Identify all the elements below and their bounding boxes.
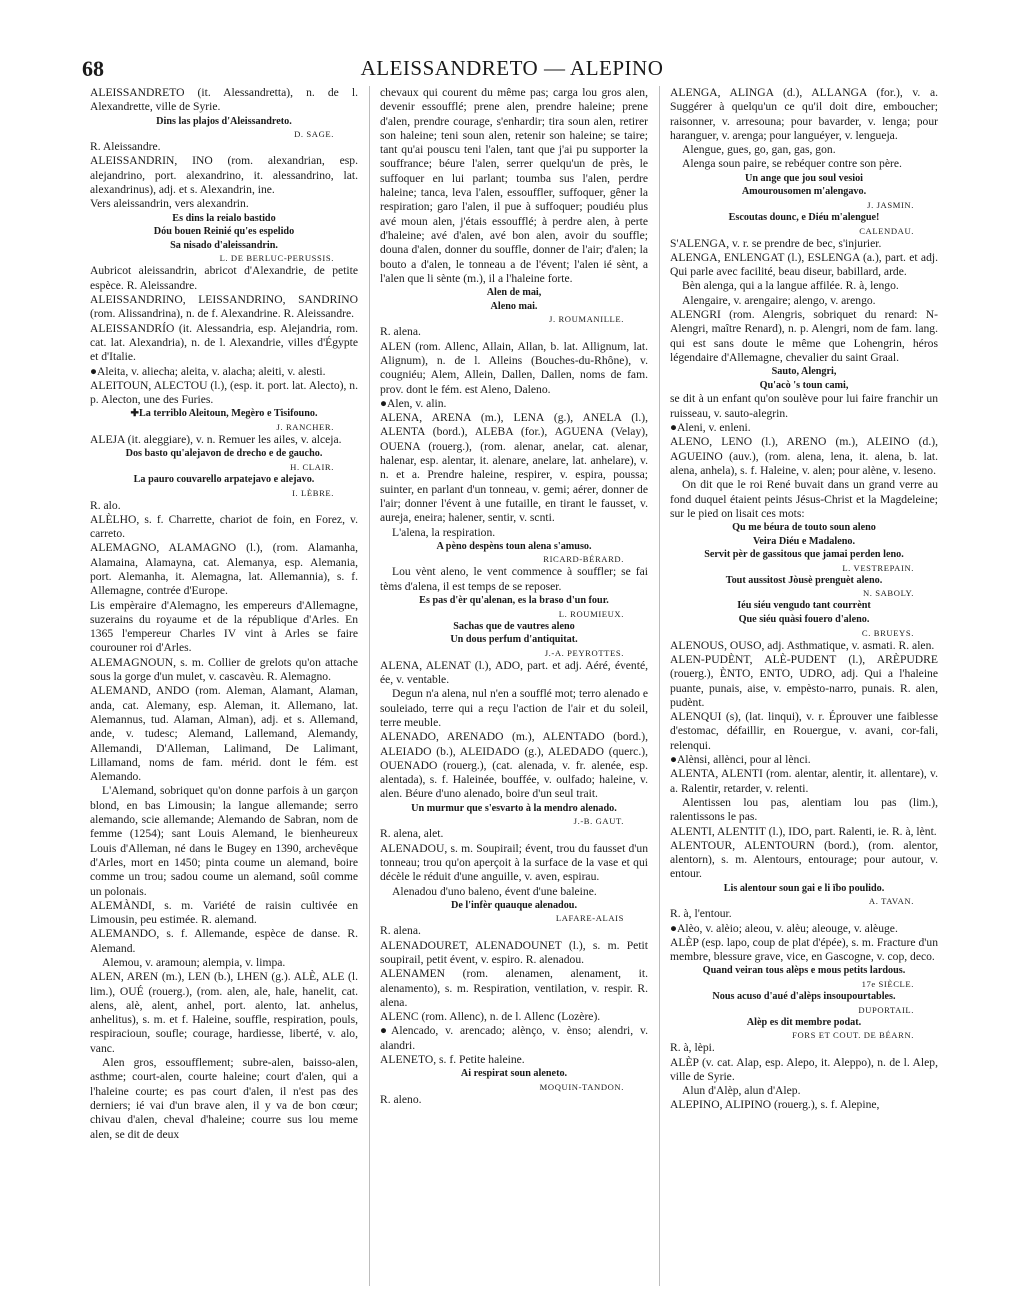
- quotation-verse: ✚La terriblo Aleitoun, Megèro e Tisifouno.: [130, 408, 318, 420]
- entry-paragraph: Alenga soun paire, se rebéquer contre son père.: [682, 157, 902, 171]
- quotation-verse: Qu'acò 's toun cami,: [759, 379, 849, 391]
- dictionary-entry: ALEPINO, ALIPINO (rouerg.), s. f. Alepine,: [670, 1098, 880, 1112]
- quotation-attribution: L. DE BERLUC-PERUSSIS.: [219, 253, 334, 264]
- dictionary-entry: ALENADO, ARENADO (m.), ALENTADO (bord.), ALEIADO (b.), ALEIDADO (g.), ALEDADO (querc.), OUENADO (rouerg.), (cat. alenada, v. fr. alenée, esp. alentada), s. f. Haleinée, bouffée, v. oulfado; haleine, v. alen. Béure d'uno alenado, boire d'un seul trait.: [380, 730, 648, 801]
- dictionary-entry: chevaux qui courent du même pas; carga lou gros alen, devenir essoufflé; prene alen, prendre haleine; prene d'alen, prendre courage, s'enhardir; tira soun alen, retirer son haleine; teni soun alen, retenir son haleine; se taire; tant qu'ai pouscu teni l'alen, tant que j'ai pu supporter la souffrance; béure l'alen, serrer quelqu'un de près, le suffoquer en lui parlant; toumba sus l'alen, perdre haleine; tanca, leva l'alen, essouffler, suffoquer, gêner la respiration; garo l'alen, il pue à suffoquer; poudiéu plus avé moun alen, j'étais essoufflé; à perdre alen, à perte d'haleine; avé d'alen, avé bon alen, avoir du souffle; douna d'alen, donner du souffle, donner de l'air; d'alen; la bouto a d'alen, le tonneau a de l'évent; l'alen ié sènt, a l'alen que li sènte (m.), il a l'haleine forte.: [380, 86, 648, 285]
- dictionary-entry: ●Aleita, v. aliecha; aleita, v. alacha; aleiti, v. alesti.: [90, 364, 326, 378]
- quotation-attribution: J. JASMIN.: [867, 199, 914, 210]
- quotation-verse: Dins las plajos d'Aleissandreto.: [156, 115, 292, 127]
- dictionary-entry: Aubricot aleissandrin, abricot d'Alexandrie, de petite espèce. R. Aleissandre.: [90, 264, 358, 292]
- dictionary-entry: ALEISSANDRETO (it. Alessandretta), n. de l. Alexandrette, ville de Syrie.: [90, 86, 358, 114]
- dictionary-entry: ●Alen, v. alin.: [380, 396, 447, 410]
- running-title: ALEISSANDRETO — ALEPINO: [360, 56, 664, 80]
- quotation-verse: Sa nisado d'aleissandrin.: [170, 239, 278, 251]
- quotation-attribution: I. LÈBRE.: [292, 487, 334, 498]
- quotation-attribution: LAFARE-ALAIS: [555, 913, 624, 924]
- dictionary-entry: ALENAMEN (rom. alenamen, alenament, it. alenamento), s. m. Respiration, ventilation, v. respir. R. alena.: [380, 967, 648, 1009]
- entry-paragraph: L'Alemand, sobriquet qu'on donne parfois à un garçon blond, en bas Limousin; la langue allemande; serro alemando, scie allemande; Alemando de Sabran, nom de femme (1254); sant Louis Alemand, le bienheureux Louis d'Alleman, né dans le Bugey en 1390, archevêque d'Arles, mort en 1450; pinta coume un alemand, boire comme un trou; sadou coume un alemand, soûl comme un polonais.: [90, 784, 358, 898]
- column-left: [90, 86, 358, 1286]
- dictionary-entry: ALEN, AREN (m.), LEN (b.), LHEN (g.). ALÈ, ALE (l. lim.), OUÉ (rouerg.), (rom. alen, ale, hale, hanelit, cat. alens, alè, alent, anhel, port. alento, lat. anhelus, anhelitus), s. m. et f. Haleine, souffle, respiration, pouls, respiracioun, soufle; courage, hardiesse, liberté, v. alo, vanc.: [90, 970, 358, 1055]
- entry-paragraph: Degun n'a alena, nul n'en a soufflé mot; terro alenado e souleiado, terre qui a reçu l'action de l'air et du soleil, terre meuble.: [380, 687, 648, 729]
- dictionary-entry: ALEISSANDRINO, LEISSANDRINO, SANDRINO (rom. Alissandrina), n. de f. Alexandrine. R. Aleissandre.: [90, 293, 358, 321]
- quotation-attribution: 17e SIÈCLE.: [861, 979, 914, 990]
- dictionary-entry: ALEN (rom. Allenc, Allain, Allan, b. lat. Allignum, lat. Alignum), n. de l. Alleins (Bouches-du-Rhône), v. cougniéu; Alem, Allein, Dallen, Dallen, noms de fam. prov. dont le fém. est Aleno, Daleno.: [380, 339, 648, 396]
- page-number: 68: [82, 56, 104, 81]
- quotation-attribution: L. ROUMIEUX.: [558, 608, 624, 619]
- dictionary-entry: ALENTA, ALENTI (rom. alentar, alentir, it. allentare), v. a. Ralentir, retarder, v. relenti.: [670, 767, 938, 795]
- quotation-verse: Sachas que de vautres aleno: [453, 620, 575, 632]
- quotation-verse: Ai respirat soun aleneto.: [460, 1068, 568, 1080]
- entry-paragraph: Alengue, gues, go, gan, gas, gon.: [682, 143, 836, 157]
- quotation-verse: Quand veiran tous alèps e mous petits lardous.: [702, 965, 906, 977]
- column-right: [670, 86, 938, 1286]
- dictionary-entry: ALEMANDO, s. f. Allemande, espèce de danse. R. Alemand.: [90, 927, 358, 955]
- dictionary-entry: ALENETO, s. f. Petite haleine.: [380, 1053, 525, 1067]
- dictionary-entry: ALENADOU, s. m. Soupirail; évent, trou du fausset d'un tonneau; trou qu'on aperçoit à la surface de la vase et qui décèle le réduit d'une anguille, v. aven, espirau.: [380, 841, 648, 884]
- dictionary-entry: ALENOUS, OUSO, adj. Asthmatique, v. asmati. R. alen.: [670, 638, 935, 652]
- dictionary-entry: R. à, l'entour.: [670, 907, 732, 921]
- dictionary-entry: ALENC (rom. Allenc), n. de l. Allenc (Lozère).: [380, 1010, 601, 1024]
- dictionary-entry: ALEMÀNDI, s. m. Variété de raisin cultivée en Limousin, peu estimée. R. alemand.: [90, 898, 358, 927]
- dictionary-entry: ●Alènsi, allènci, pour al lènci.: [670, 753, 811, 767]
- entry-paragraph: On dit que le roi René buvait dans un grand verre au fond duquel étaient peints Jésus-Christ et la Magdeleine; sur le pied on lisait ces mots:: [670, 478, 938, 520]
- quotation-verse: Amourousomen m'alengavo.: [741, 186, 867, 198]
- quotation-verse: Alen de mai,: [486, 287, 542, 299]
- dictionary-entry: ALÈLHO, s. f. Charrette, chariot de foin, en Forez, v. carreto.: [90, 512, 358, 541]
- dictionary-entry: ALENO, LENO (l.), ARENO (m.), ALEINO (d.), AGUEINO (auv.), (rom. alena, lena, it. alena, b. lat. alena, anhela), s. f. Haleine, v. alen; pour alène, v. leseno.: [670, 435, 938, 477]
- dictionary-entry: ALENGA, ENLENGAT (l.), ESLENGA (a.), part. et adj. Qui parle avec facilité, beau diseur, babillard, arde.: [670, 250, 938, 279]
- quotation-verse: Dos basto qu'alejavon de drecho e de gaucho.: [125, 448, 323, 460]
- dictionary-entry: ●Aleni, v. enleni.: [670, 421, 751, 435]
- quotation-attribution: MOQUIN-TANDON.: [539, 1081, 624, 1092]
- entry-paragraph: Alun d'Alèp, alun d'Alep.: [682, 1084, 801, 1098]
- quotation-attribution: A. TAVAN.: [868, 896, 914, 907]
- dictionary-entry: ALENTOUR, ALENTOURN (bord.), (rom. alentor, alentorn), s. m. Alentours, entourage; pour autour, v. entour.: [670, 838, 938, 881]
- entry-paragraph: Alengaire, v. arengaire; alengo, v. arengo.: [682, 293, 876, 307]
- dictionary-entry: ALEMAGNOUN, s. m. Collier de grelots qu'on attache sous la gorge d'un mulet, v. cascavèu. R. Alemagno.: [90, 655, 358, 684]
- quotation-verse: Tout aussitost Jòusè prenguèt aleno.: [725, 574, 883, 586]
- quotation-attribution: N. SABOLY.: [862, 588, 914, 599]
- quotation-verse: Un murmur que s'esvarto à la mendro alenado.: [411, 802, 617, 814]
- column-divider: [369, 86, 370, 1286]
- dictionary-entry: ALÈP (esp. lapo, coup de plat d'épée), s. m. Fracture d'un membre, blessure grave, vice, en Gascogne, v. cop, deco.: [670, 935, 938, 964]
- quotation-verse: Qu me béura de touto soun aleno: [732, 522, 876, 534]
- quotation-attribution: J. RANCHER.: [276, 422, 334, 433]
- quotation-verse: Un dous perfum d'antiquitat.: [450, 634, 578, 646]
- dictionary-entry: ALEJA (it. aleggiare), v. n. Remuer les ailes, v. alceja.: [90, 433, 342, 447]
- quotation-attribution: L. VESTREPAIN.: [842, 562, 914, 573]
- dictionary-entry: R. alena.: [380, 325, 421, 339]
- dictionary-entry: ALEISSANDRÍO (it. Alessandria, esp. Alejandria, rom. cat. lat. Alexandria), n. de l. Alexandrie, villes d'Égypte et d'Italie.: [90, 321, 358, 364]
- dictionary-entry: ●Alencado, v. arencado; alènço, v. ènso; alendri, v. alandri.: [380, 1024, 648, 1052]
- dictionary-entry: ALENTI, ALENTIT (l.), IDO, part. Ralenti, ie. R. à, lènt.: [670, 824, 937, 838]
- entry-paragraph: Bèn alenga, qui a la langue affilée. R. à, lengo.: [682, 279, 899, 293]
- dictionary-entry: ALENQUI (s), (lat. linqui), v. r. Éprouver une faiblesse d'estomac, défaillir, en Rouergue, v. avani, cor-fali, relenqui.: [670, 710, 938, 752]
- dictionary-entry: ALEN-PUDÈNT, ALÈ-PUDENT (l.), ARÈPUDRE (rouerg.), ÈNTO, ENTO, UDRO, adj. Qui a l'haleine puante, punais, aise, v. empèsto-narro, punais. R. alen, pudènt.: [670, 652, 938, 709]
- quotation-verse: Nous acuso d'aué d'alèps insoupourtables.: [712, 991, 896, 1003]
- quotation-attribution: RICARD-BÉRARD.: [543, 554, 624, 565]
- dictionary-entry: Lis empèraire d'Alemagno, les empereurs d'Allemagne, suzerains du royaume et de la république d'Arles. En 1365 l'empereur Charles IV vint à Arles se faire courouner roi d'Arles.: [90, 598, 358, 655]
- entry-paragraph: Alen gros, essoufflement; subre-alen, baisso-alen, asthme; court-alen, courte haleine; court d'alen, qui a l'haleine courte; es pas court d'alen, il n'est pas des derniers; ié vai d'un brave alen, il y va de bon cœur; chivau d'alen, cheval d'haleine; courre sus lou meme alen, se dit de deux: [90, 1056, 358, 1141]
- column-middle: [380, 86, 648, 1286]
- quotation-verse: Escoutas dounc, e Diéu m'alengue!: [728, 211, 880, 223]
- dictionary-entry: R. alena.: [380, 924, 421, 938]
- quotation-verse: La pauro couvarello arpatejavo e alejavo.: [133, 473, 315, 485]
- dictionary-columns: [90, 86, 938, 1286]
- quotation-verse: Sauto, Alengri,: [771, 366, 837, 378]
- dictionary-entry: R. alo.: [90, 498, 121, 512]
- quotation-verse: Lis alentour soun gai e li ïbo poulido.: [723, 882, 885, 894]
- quotation-verse: Aleno mai.: [490, 300, 538, 312]
- dictionary-entry: R. Aleissandre.: [90, 140, 161, 154]
- dictionary-entry: ALENGA, ALINGA (d.), ALLANGA (for.), v. a. Suggérer à quelqu'un ce qu'il doit dire, emboucher; raisonner, v. arresouna; pour bavarder, v. lenga; pour haranguer, v. arenga; pour languéyer, v. lengueja.: [670, 86, 938, 142]
- entry-paragraph: L'alena, la respiration.: [392, 525, 496, 539]
- dictionary-entry: ALENGRI (rom. Alengris, sobriquet du renard: N-Alengri, maître Renard), n. p. Alengri, nom de fam. lang. qui est sans doute le même que Lohengrin, héros légendaire d'Allemagne, chevalier du saint Graal.: [670, 308, 938, 364]
- dictionary-entry: S'ALENGA, v. r. se prendre de bec, s'injurier.: [670, 236, 882, 250]
- dictionary-entry: Vers aleissandrin, vers alexandrin.: [90, 197, 249, 211]
- dictionary-entry: R. alena, alet.: [380, 827, 444, 841]
- entry-paragraph: Alemou, v. aramoun; alempia, v. limpa.: [102, 956, 286, 969]
- dictionary-entry: ALÈP (v. cat. Alap, esp. Alepo, it. Aleppo), n. de l. Alep, ville de Syrie.: [670, 1055, 938, 1083]
- quotation-verse: Un ange que jou soul vesioi: [744, 172, 864, 184]
- quotation-verse: Dóu bouen Reinié qu'es espelido: [153, 226, 295, 238]
- quotation-attribution: J. ROUMANILLE.: [549, 314, 624, 325]
- entry-paragraph: Lou vènt aleno, le vent commence à souffler; se fai tèms d'alena, il est temps de se reposer.: [380, 565, 648, 593]
- column-divider: [659, 86, 660, 1286]
- entry-paragraph: Alentissen lou pas, alentiam lou pas (lim.), ralentissons le pas.: [670, 795, 938, 824]
- quotation-verse: A pèno despèns toun alena s'amuso.: [436, 540, 592, 552]
- page-header: [82, 56, 942, 86]
- quotation-verse: Iéu siéu vengudo tant courrènt: [737, 600, 871, 612]
- dictionary-entry: ●Alèo, v. alèio; aleou, v. alèu; aleouge, v. alèuge.: [670, 921, 898, 935]
- quotation-verse: Servit pèr de gassitous que jamai perden leno.: [704, 549, 904, 561]
- quotation-attribution: FORS ET COUT. DE BÉARN.: [792, 1030, 914, 1041]
- quotation-verse: Es pas d'èr qu'alenan, es la braso d'un four.: [419, 594, 609, 606]
- quotation-verse: Veira Diéu e Madaleno.: [752, 535, 856, 547]
- quotation-attribution: CALENDAU.: [859, 225, 914, 236]
- quotation-verse: Alèp es dit membre podat.: [746, 1016, 862, 1028]
- entry-paragraph: Alenadou d'uno baleno, évent d'une baleine.: [392, 884, 597, 898]
- quotation-attribution: J.-B. GAUT.: [573, 816, 624, 827]
- quotation-attribution: J.-A. PEYROTTES.: [544, 647, 624, 658]
- dictionary-entry: ALENA, ARENA (m.), LENA (g.), ANELA (l.), ALENTA (bord.), ALEBA (for.), AGUENA (Velay), OUENA (rouerg.), (rom. alenar, anelar, cat. alenar, halenar, esp. alentar, it. alenare, anelare, lat. anhelare), v. n. et a. Prendre haleine, respirer, v. espira, poussa; suinter, en parlant d'un tonneau, v. gemi; aérer, donner de l'air; donner l'évent à une futaille, en tirant le fausset, v. aureja, eneira; halener, sentir, v. scnti.: [380, 411, 648, 525]
- quotation-verse: Es dins la reialo bastido: [172, 212, 276, 224]
- dictionary-entry: ALEISSANDRIN, INO (rom. alexandrian, esp. alejandrino, port. alexandrino, it. alessandrino, lat. alexandrinus), adj. et s. Alexandrin, ine.: [90, 154, 358, 197]
- dictionary-entry: ALEITOUN, ALECTOU (l.), (esp. it. port. lat. Alecto), n. p. Alecton, une des Furies.: [90, 378, 358, 407]
- dictionary-entry: ALEMAND, ANDO (rom. Aleman, Alamant, Alaman, anda, cat. Alemany, esp. Aleman, it. Allemano, lat. Alemannus, tud. Alaman, Alman), adj. et s. Allemand, ande, v. tudesc; Alemand, Lallemand, Alemandy, Allemandi, D'Alleman, Lalimand, De Lalimant, Lillamand, noms de fam. mérid. dont le fém. est Alemando.: [90, 684, 358, 784]
- quotation-verse: Que siéu quàsi fouero d'aleno.: [738, 614, 870, 626]
- dictionary-entry: se dit à un enfant qu'on soulève pour lui faire franchir un ruisseau, v. sauto-alegrin.: [670, 392, 938, 420]
- dictionary-entry: ALEMAGNO, ALAMAGNO (l.), (rom. Alamanha, Alamaina, Alamayna, cat. Alemanya, esp. Alemania, port. Alemanha, it. Alemagna, lat. Allemannia), s. f. Allemagne, contrée d'Europe.: [90, 541, 358, 598]
- quotation-verse: De l'infèr quauque alenadou.: [450, 899, 578, 911]
- quotation-attribution: DUPORTAIL.: [858, 1004, 914, 1015]
- quotation-attribution: C. BRUEYS.: [861, 627, 914, 638]
- dictionary-entry: R. aleno.: [380, 1092, 422, 1106]
- dictionary-entry: ALENADOURET, ALENADOUNET (l.), s. m. Petit soupirail, petit évent, v. espiro. R. alenadou.: [380, 938, 648, 966]
- dictionary-entry: R. à, lèpi.: [670, 1041, 715, 1055]
- quotation-attribution: D. SAGE.: [294, 129, 334, 140]
- quotation-attribution: H. CLAIR.: [290, 461, 334, 472]
- dictionary-entry: ALENA, ALENAT (l.), ADO, part. et adj. Aéré, éventé, ée, v. ventable.: [380, 658, 648, 687]
